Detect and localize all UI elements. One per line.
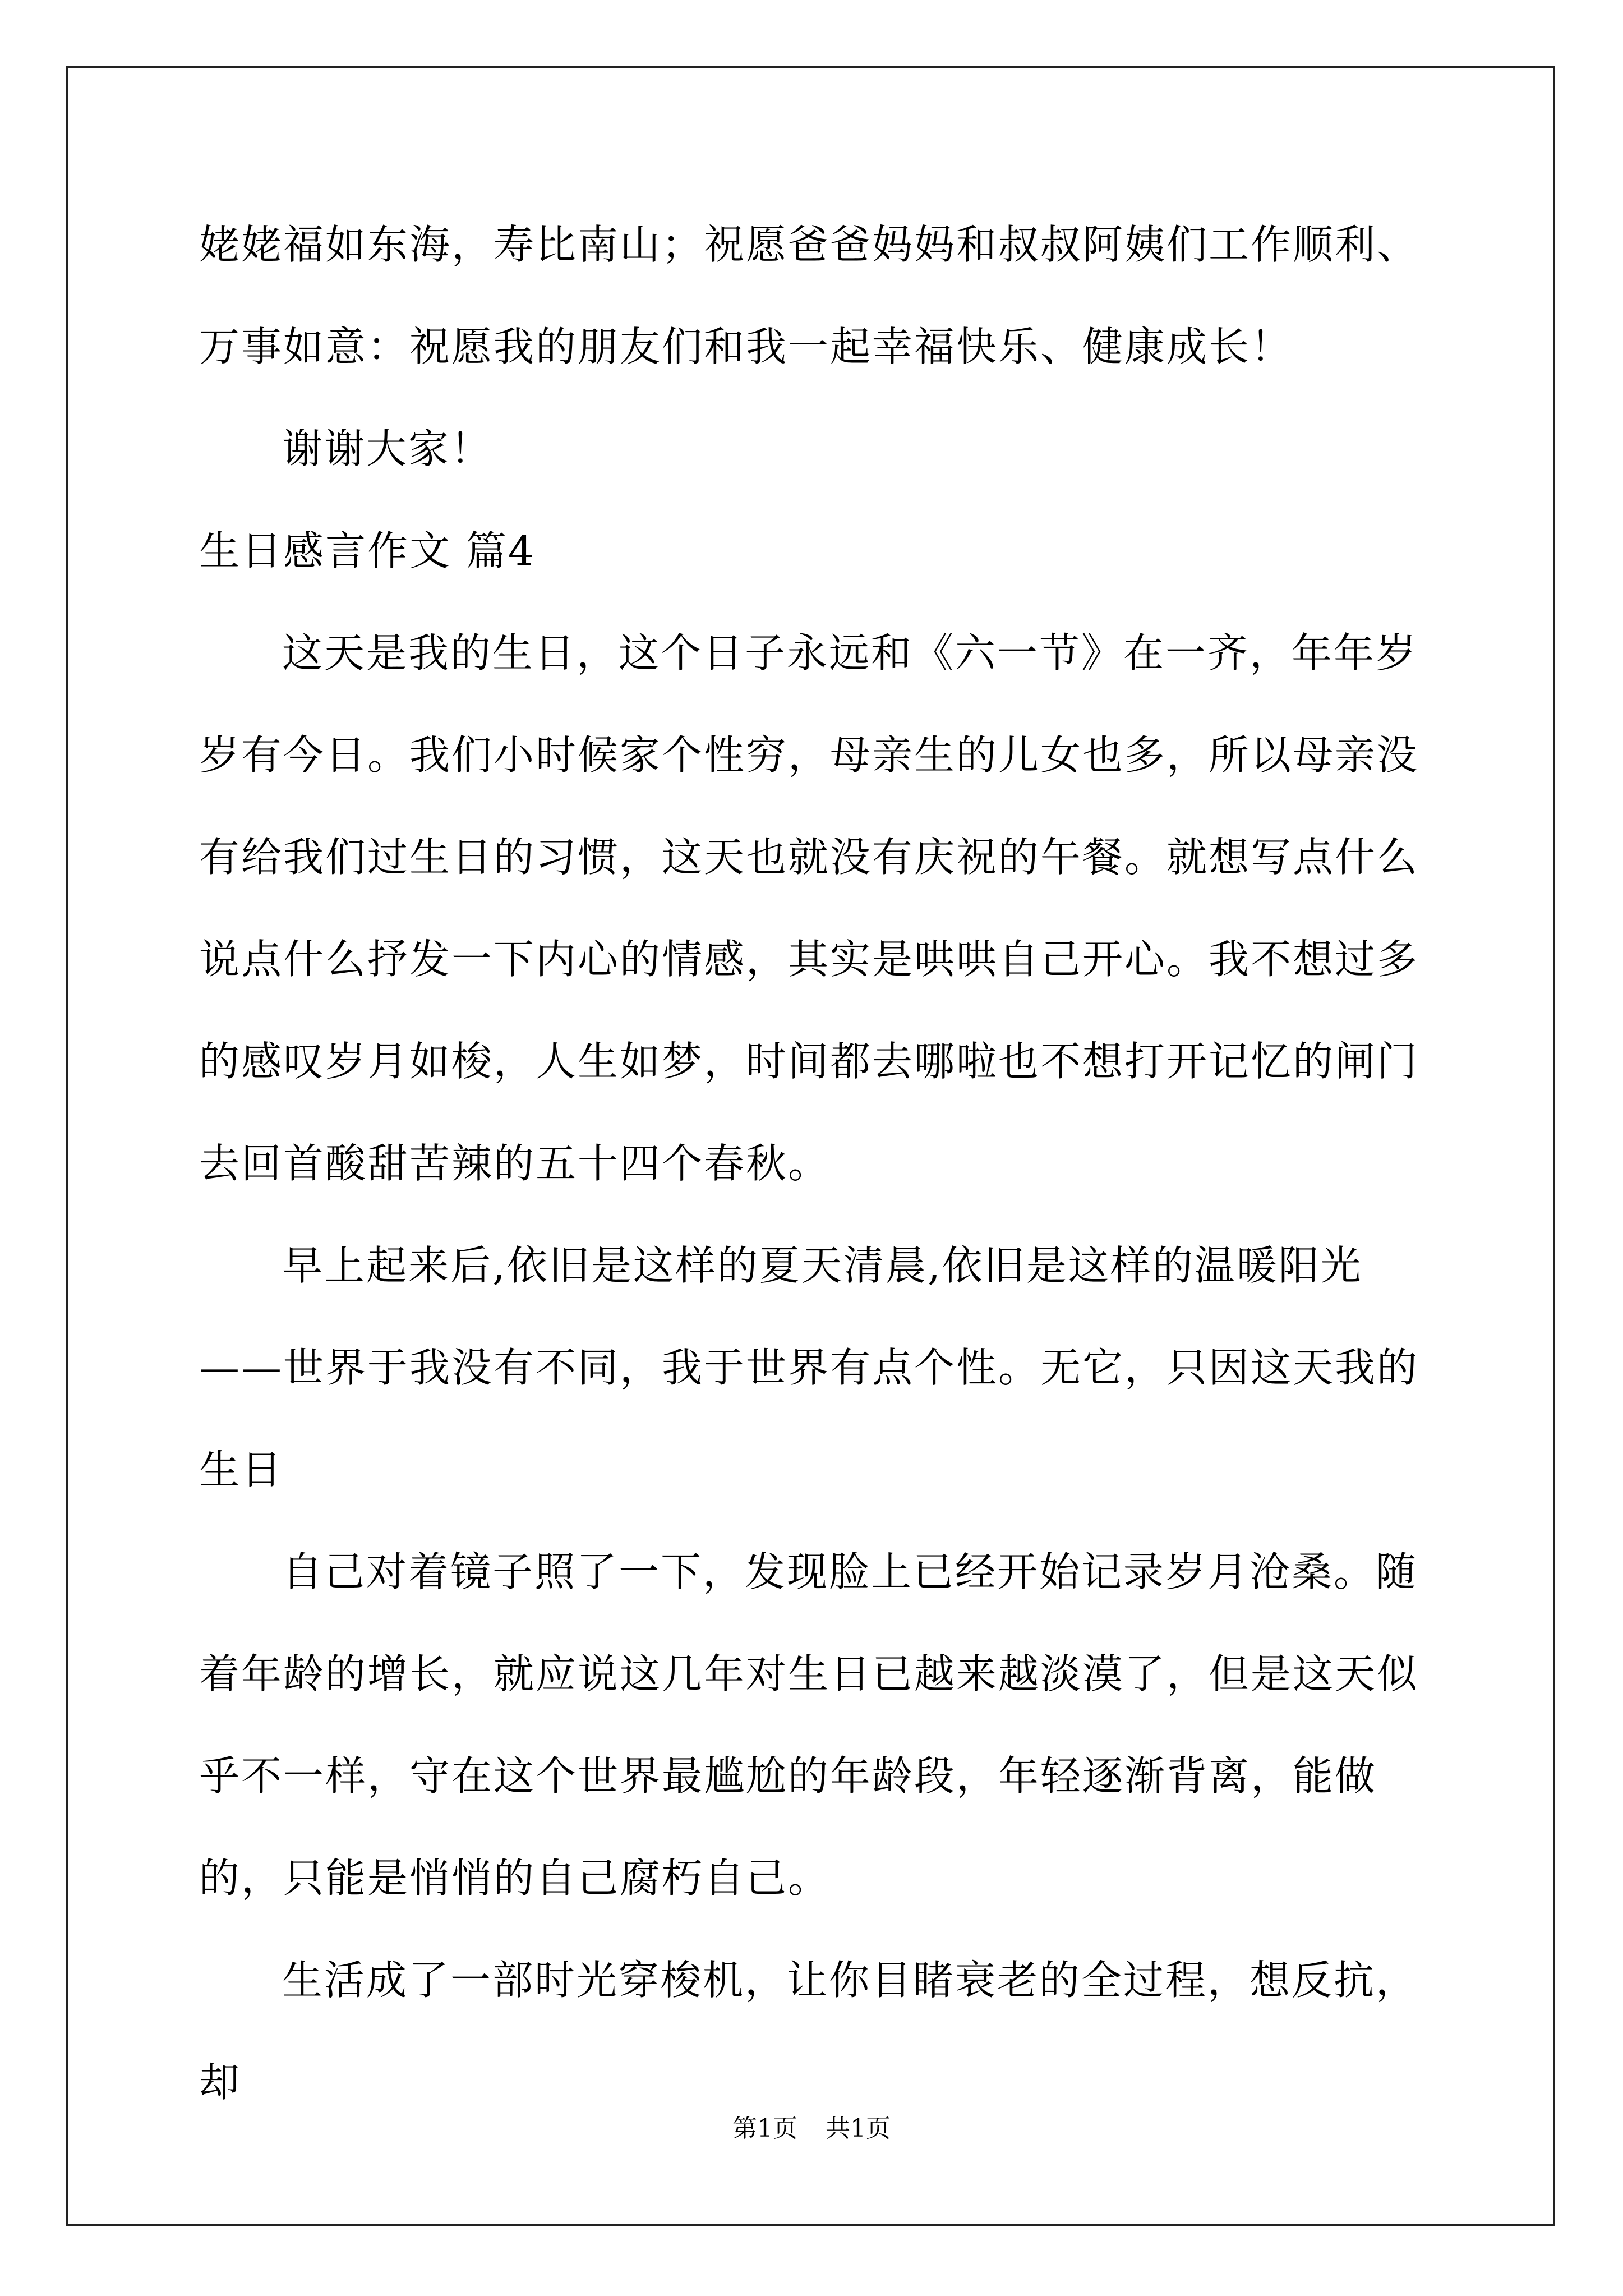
page-footer bbox=[0, 2112, 1623, 2146]
paragraph-mirror: 自己对着镜子照了一下，发现脸上已经开始记录岁月沧桑。随着年龄的增长，就应说这几年对生日已越来越淡漠了，但是这天似乎不一样，守在这个世界最尴尬的年龄段，年轻逐渐背离，能做的，只能是悄悄的自己腐朽自己。 bbox=[199, 1548, 1419, 1902]
page-total: 共1页 bbox=[826, 2114, 891, 2143]
paragraph-birthday-intro: 这天是我的生日，这个日子永远和《六一节》在一齐，年年岁岁有今日。我们小时候家个性穷，母亲生的儿女也多，所以母亲没有给我们过生日的习惯，这天也就没有庆祝的午餐。就想写点什么说点什么抒发一下内心的情感，其实是哄哄自己开心。我不想过多的感叹岁月如梭，人生如梦，时间都去哪啦也不想打开记忆的闸门去回首酸甜苦辣的五十四个春秋。 bbox=[199, 629, 1419, 1187]
section-title: 生日感言作文 篇4 bbox=[199, 527, 536, 574]
paragraph-morning: 早上起来后,依旧是这样的夏天清晨,依旧是这样的温暖阳光——世界于我没有不同，我于世界有点个性。无它，只因这天我的生日 bbox=[199, 1242, 1419, 1493]
paragraph-blessings: 姥姥福如东海，寿比南山；祝愿爸爸妈妈和叔叔阿姨们工作顺利、万事如意：祝愿我的朋友们和我一起幸福快乐、健康成长！ bbox=[199, 221, 1419, 370]
page-number: 第1页 bbox=[732, 2114, 797, 2143]
document-body bbox=[199, 194, 1433, 2133]
paragraph-time-machine: 生活成了一部时光穿梭机，让你目睹衰老的全过程，想反抗，却 bbox=[199, 1957, 1418, 2106]
paragraph-thanks: 谢谢大家！ bbox=[282, 425, 493, 472]
